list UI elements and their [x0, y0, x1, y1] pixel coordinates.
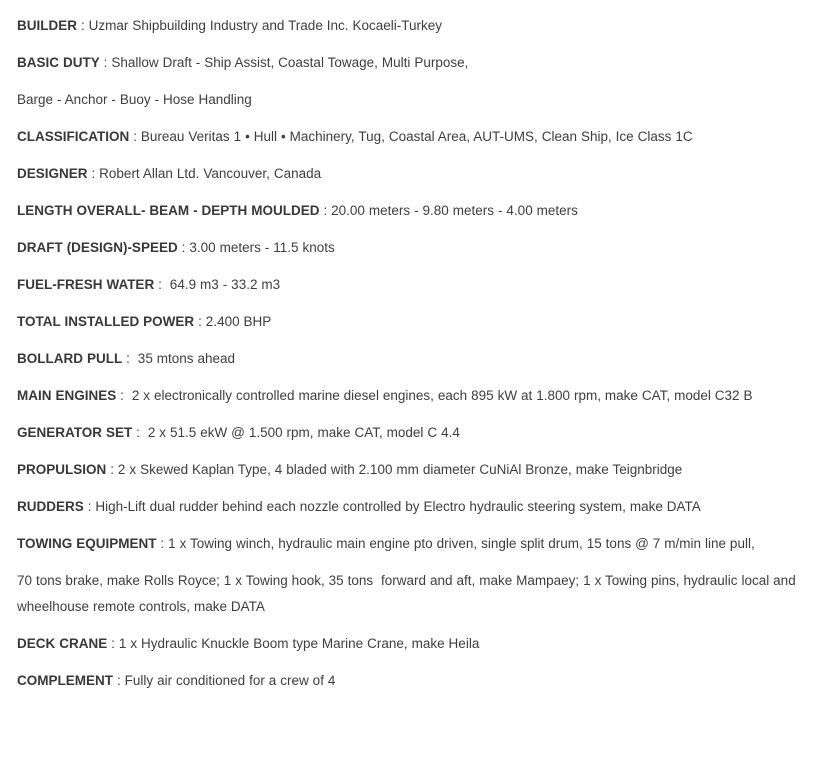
spec-row-rudders [17, 494, 813, 520]
spec-value-main-engines: : 2 x electronically controlled marine diesel engines, each 895 kW at 1.800 rpm, make CAT, model C32 B [116, 388, 753, 403]
spec-value-fuel-fresh-water: : 64.9 m3 - 33.2 m3 [154, 277, 281, 292]
spec-label-bollard-pull: BOLLARD PULL [17, 351, 123, 366]
spec-value-basic-duty: : Shallow Draft - Ship Assist, Coastal Towage, Multi Purpose, [99, 55, 469, 70]
spec-value-classification: : Bureau Veritas 1 • Hull • Machinery, Tug, Coastal Area, AUT-UMS, Clean Ship, Ice Class 1C [129, 129, 693, 144]
spec-value-builder: : Uzmar Shipbuilding Industry and Trade Inc. Kocaeli-Turkey [77, 18, 443, 33]
spec-value-designer: : Robert Allan Ltd. Vancouver, Canada [87, 166, 322, 181]
spec-label-basic-duty: BASIC DUTY [17, 55, 100, 70]
spec-label-towing-equipment: TOWING EQUIPMENT [17, 536, 157, 551]
spec-row-basic-duty [17, 50, 813, 76]
spec-label-total-installed-power: TOTAL INSTALLED POWER [17, 314, 195, 329]
spec-row-draft-speed [17, 235, 813, 261]
spec-label-classification: CLASSIFICATION [17, 129, 130, 144]
spec-row-builder [17, 13, 813, 39]
spec-row-towing-equipment-continued [17, 568, 813, 620]
spec-label-generator-set: GENERATOR SET [17, 425, 133, 440]
spec-row-designer [17, 161, 813, 187]
spec-row-complement [17, 668, 813, 694]
spec-value-rudders: : High-Lift dual rudder behind each nozzle controlled by Electro hydraulic steering system, make DATA [83, 499, 701, 514]
spec-row-bollard-pull [17, 346, 813, 372]
spec-label-builder: BUILDER [17, 18, 77, 33]
spec-value-towing-equipment-continued: 70 tons brake, make Rolls Royce; 1 x Towing hook, 35 tons forward and aft, make Mampaey; 1 x Towing pins, hydraulic local and wheelhouse remote controls, make DATA [17, 573, 800, 614]
spec-row-classification [17, 124, 813, 150]
spec-value-complement: : Fully air conditioned for a crew of 4 [113, 673, 336, 688]
spec-row-propulsion [17, 457, 813, 483]
spec-row-main-engines [17, 383, 813, 409]
spec-row-total-installed-power [17, 309, 813, 335]
spec-label-draft-speed: DRAFT (DESIGN)-SPEED [17, 240, 178, 255]
spec-value-total-installed-power: : 2.400 BHP [194, 314, 272, 329]
spec-row-generator-set [17, 420, 813, 446]
spec-value-basic-duty-continued: Barge - Anchor - Buoy - Hose Handling [17, 92, 252, 107]
spec-label-propulsion: PROPULSION [17, 462, 107, 477]
spec-row-fuel-fresh-water [17, 272, 813, 298]
spec-row-deck-crane [17, 631, 813, 657]
spec-row-towing-equipment [17, 531, 813, 557]
spec-label-complement: COMPLEMENT [17, 673, 113, 688]
spec-label-rudders: RUDDERS [17, 499, 84, 514]
spec-value-length-beam-depth: : 20.00 meters - 9.80 meters - 4.00 meters [319, 203, 578, 218]
spec-value-generator-set: : 2 x 51.5 ekW @ 1.500 rpm, make CAT, model C 4.4 [132, 425, 460, 440]
spec-label-deck-crane: DECK CRANE [17, 636, 108, 651]
spec-label-designer: DESIGNER [17, 166, 88, 181]
spec-value-draft-speed: : 3.00 meters - 11.5 knots [177, 240, 335, 255]
spec-row-basic-duty-continued [17, 87, 813, 113]
spec-value-propulsion: : 2 x Skewed Kaplan Type, 4 bladed with 2.100 mm diameter CuNiAl Bronze, make Teignbridge [106, 462, 683, 477]
spec-label-length-beam-depth: LENGTH OVERALL- BEAM - DEPTH MOULDED [17, 203, 320, 218]
spec-value-deck-crane: : 1 x Hydraulic Knuckle Boom type Marine Crane, make Heila [107, 636, 480, 651]
spec-label-fuel-fresh-water: FUEL-FRESH WATER [17, 277, 155, 292]
spec-label-main-engines: MAIN ENGINES [17, 388, 117, 403]
spec-row-length-beam-depth [17, 198, 813, 224]
spec-value-towing-equipment: : 1 x Towing winch, hydraulic main engine pto driven, single split drum, 15 tons @ 7 m/min line pull, [156, 536, 755, 551]
spec-value-bollard-pull: : 35 mtons ahead [122, 351, 236, 366]
